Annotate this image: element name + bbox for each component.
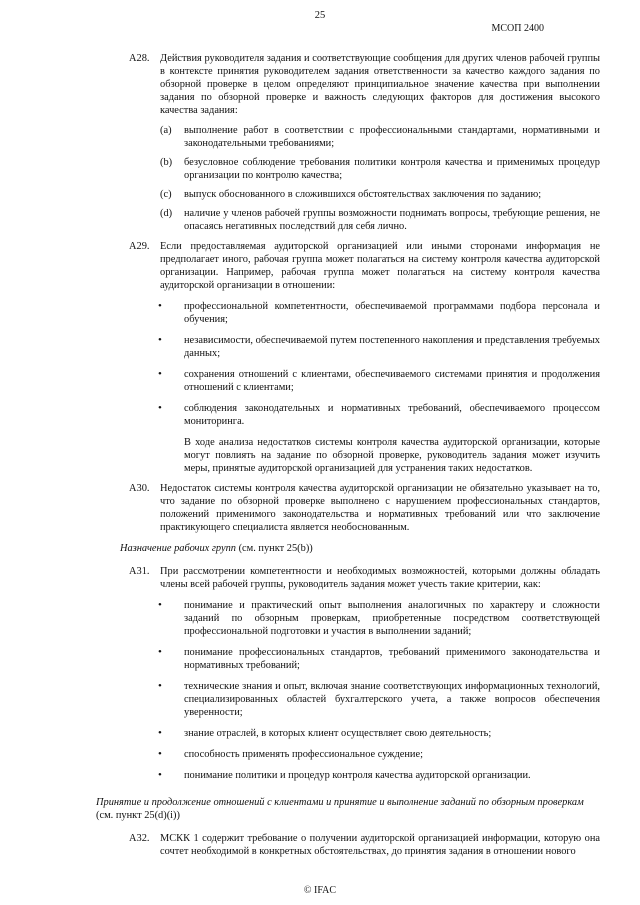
list-label: (d) [160,208,173,219]
paragraph-number: A31. [129,566,150,577]
bullet-item [96,727,600,740]
bullet-item [96,599,600,638]
bullet-icon: • [158,748,162,760]
bullet-icon: • [158,769,162,781]
list-text: наличие у членов рабочей группы возможности поднимать вопросы, требующие решения, не опасаясь негативных последствий для себя лично. [184,208,600,232]
bullet-item [96,368,600,394]
paragraph-a31 [96,565,600,591]
list-label: (c) [160,189,172,200]
bullet-item [96,300,600,326]
bullet-text: способность применять профессиональное суждение; [184,749,423,760]
bullet-text: технические знания и опыт, включая знание соответствующих информационных технологий, специализированных областей бухгалтерского учета, а также вопросов обеспечения уверенности; [184,681,600,718]
bullet-item [96,680,600,719]
standard-label: МСОП 2400 [491,23,544,34]
bullet-icon: • [158,300,162,312]
paragraph-a28 [96,52,600,117]
bullet-text: понимание политики и процедур контроля качества аудиторской организации. [184,770,531,781]
bullet-icon: • [158,646,162,658]
bullet-icon: • [158,334,162,346]
list-item [96,156,600,182]
bullet-icon: • [158,599,162,611]
paragraph-text: Недостаток системы контроля качества аудиторской организации не обязательно указывает на то, что задание по обзорной проверке выполнено с нарушением профессиональных стандартов, положений применимого законодательства и нормативных требований или что заключение практикующего специалиста является необоснованным. [160,483,600,533]
list-item [96,188,600,201]
bullet-item [96,769,600,782]
paragraph-text: При рассмотрении компетентности и необходимых возможностей, которыми должны обладать члены всей рабочей группы, руководитель задания может учесть такие критерии, как: [160,566,600,590]
paragraph-number: A30. [129,483,150,494]
bullet-item [96,334,600,360]
list-label: (a) [160,125,172,136]
paragraph-a29 [96,240,600,292]
paragraph-text: МСКК 1 содержит требование о получении аудиторской организацией информации, которую она сочтет необходимой в конкретных обстоятельствах, до принятия задания в отношении нового [160,833,600,857]
bullet-item [96,748,600,761]
bullet-icon: • [158,402,162,414]
paragraph-number: A32. [129,833,150,844]
section-heading [96,796,600,822]
paragraph-text: Если предоставляемая аудиторской организацией или иными сторонами информация не предполагает иного, рабочая группа может полагаться на систему контроля качества аудиторской организации. Например, рабочая группа может полагаться на систему контроля качества аудиторской организации в отношении: [160,241,600,291]
bullet-text: профессиональной компетентности, обеспечиваемой программами подбора персонала и обучения; [184,301,600,325]
bullet-text: независимости, обеспечиваемой путем постепенного накопления и представления требуемых данных; [184,335,600,359]
heading-reference: (см. пункт 25(d)(i)) [96,810,180,821]
bullet-item [96,646,600,672]
page-number: 25 [314,10,326,21]
bullet-text: соблюдения законодательных и нормативных требований, обеспечиваемого процессом мониторинга. [184,403,600,427]
paragraph-a30 [96,482,600,534]
paragraph-a32 [96,832,600,858]
list-label: (b) [160,157,173,168]
list-text: выпуск обоснованного в сложившихся обстоятельствах заключения по заданию; [184,189,542,200]
page-content [96,52,600,865]
bullet-item [96,402,600,428]
paragraph-number: A28. [129,53,150,64]
bullet-text: понимание и практический опыт выполнения аналогичных по характеру и сложности заданий по обзорным проверкам, приобретенные посредством соответствующей профессиональной подготовки и участия в выполнении заданий; [184,600,600,637]
list-item [96,207,600,233]
list-text: безусловное соблюдение требования политики контроля качества и применимых процедур организации по контролю качества; [184,157,600,181]
list-text: выполнение работ в соответствии с профессиональными стандартами, нормативными и законодательными требованиями; [184,125,600,149]
list-item [96,124,600,150]
heading-reference: (см. пункт 25(b)) [235,543,313,554]
paragraph-number: A29. [129,241,150,252]
bullet-text: сохранения отношений с клиентами, обеспечиваемого системами принятия и продолжения отношений с клиентами; [184,369,600,393]
paragraph-a29-closing: В ходе анализа недостатков системы контроля качества аудиторской организации, которые могут повлиять на задание по обзорной проверке, руководитель задания может изучить меры, принятые аудиторской организацией для устранения таких недостатков. [184,437,600,474]
bullet-text: понимание профессиональных стандартов, требований применимого законодательства и нормативных требований; [184,647,600,671]
section-heading [96,542,600,555]
bullet-icon: • [158,680,162,692]
heading-title: Назначение рабочих групп [120,543,236,554]
bullet-icon: • [158,727,162,739]
footer-copyright: © IFAC [303,885,337,896]
bullet-icon: • [158,368,162,380]
paragraph-text: Действия руководителя задания и соответствующие сообщения для других членов рабочей группы в контексте принятия руководителем задания ответственности за качество каждого задания по обзорной проверке в целом определяют принципиальное значение качества при выполнении задания по обзорной проверке и важность следующих факторов для достижения высокого качества задания: [160,53,600,116]
bullet-text: знание отраслей, в которых клиент осуществляет свою деятельность; [184,728,492,739]
heading-title: Принятие и продолжение отношений с клиентами и принятие и выполнение заданий по обзорным проверкам [96,797,584,808]
